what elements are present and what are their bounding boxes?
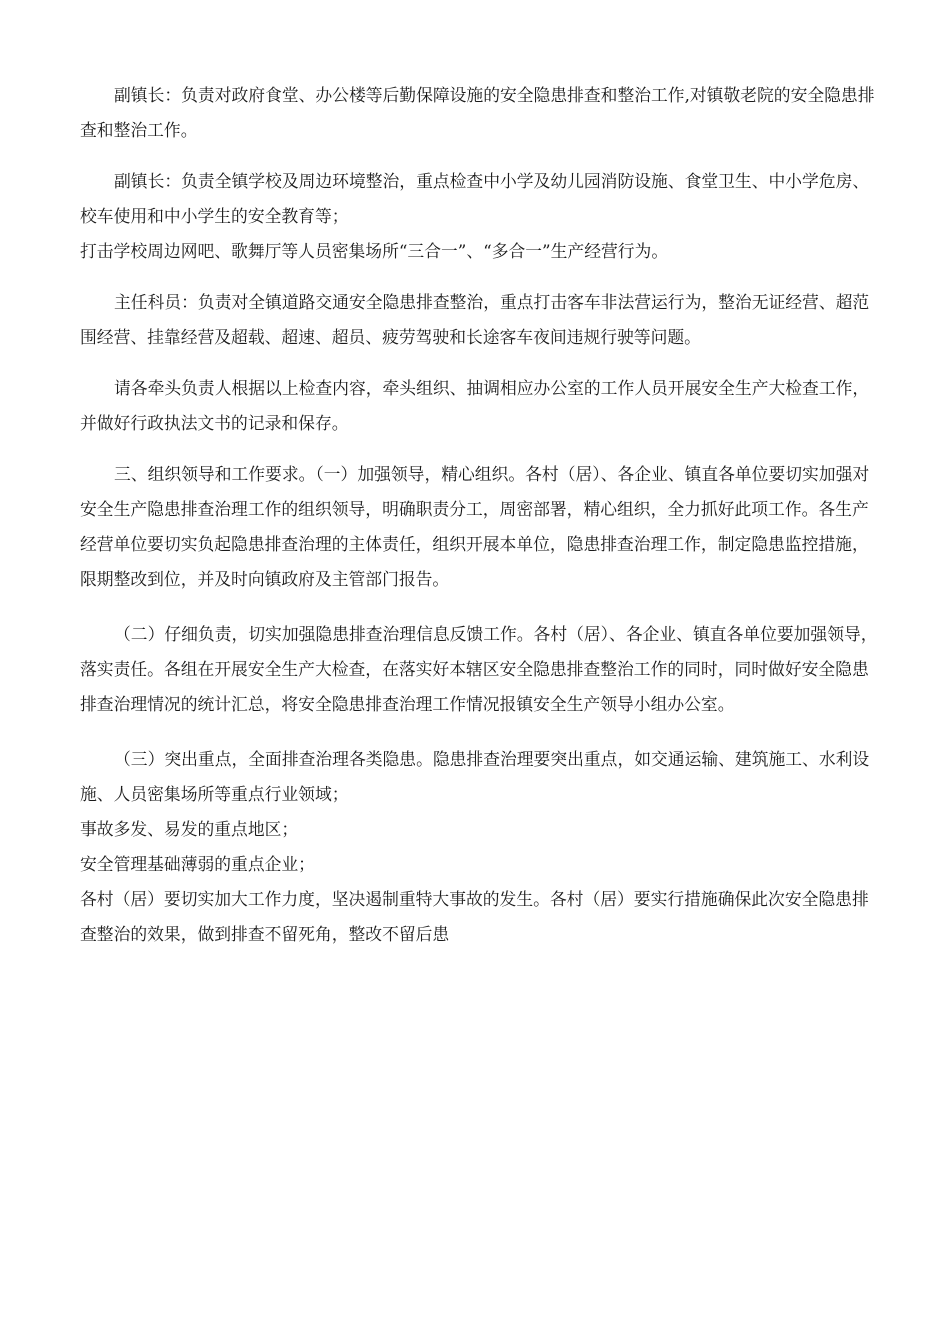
paragraph-deputy-mayor-logistics: 副镇长：负责对政府食堂、办公楼等后勤保障设施的安全隐患排查和整治工作,对镇敬老院的安全隐患排查和整治工作。 xyxy=(80,85,875,140)
document-body xyxy=(80,78,880,952)
paragraph-item-three-focus: （三）突出重点，全面排查治理各类隐患。隐患排查治理要突出重点，如交通运输、建筑施工、水利设施、人员密集场所等重点行业领域； xyxy=(80,749,870,804)
paragraph-item-two-feedback: （二）仔细负责，切实加强隐患排查治理信息反馈工作。各村（居）、各企业、镇直各单位要加强领导，落实责任。各组在开展安全生产大检查，在落实好本辖区安全隐患排查整治工作的同时，同时做好安全隐患排查治理情况的统计汇总，将安全隐患排查治理工作情况报镇安全生产领导小组办公室。 xyxy=(80,624,878,714)
paragraph-crackdown-venues: 打击学校周边网吧、歌舞厅等人员密集场所“三合一”、“多合一”生产经营行为。 xyxy=(80,241,669,261)
paragraph-weak-enterprises: 安全管理基础薄弱的重点企业； xyxy=(80,854,315,874)
paragraph-section-three-leadership: 三、组织领导和工作要求。（一）加强领导，精心组织。各村（居）、各企业、镇直各单位要切实加强对安全生产隐患排查治理工作的组织领导，明确职责分工，周密部署，精心组织，全力抓好此项工作。各生产经营单位要切实负起隐患排查治理的主体责任，组织开展本单位，隐患排查治理工作，制定隐患监控措施，限期整改到位，并及时向镇政府及主管部门报告。 xyxy=(80,464,870,589)
paragraph-request-leaders: 请各牵头负责人根据以上检查内容，牵头组织、抽调相应办公室的工作人员开展安全生产大检查工作，并做好行政执法文书的记录和保存。 xyxy=(80,378,870,433)
paragraph-section-chief-traffic: 主任科员：负责对全镇道路交通安全隐患排查整治，重点打击客车非法营运行为，整治无证经营、超范围经营、挂靠经营及超载、超速、超员、疲劳驾驶和长途客车夜间违规行驶等问题。 xyxy=(80,292,870,347)
paragraph-deputy-mayor-schools: 副镇长：负责全镇学校及周边环境整治，重点检查中小学及幼儿园消防设施、食堂卫生、中小学危房、校车使用和中小学生的安全教育等； xyxy=(80,171,870,226)
paragraph-accident-prone-areas: 事故多发、易发的重点地区； xyxy=(80,819,299,839)
paragraph-villages-effort: 各村（居）要切实加大工作力度，坚决遏制重特大事故的发生。各村（居）要实行措施确保此次安全隐患排查整治的效果，做到排查不留死角，整改不留后患 xyxy=(80,889,869,944)
